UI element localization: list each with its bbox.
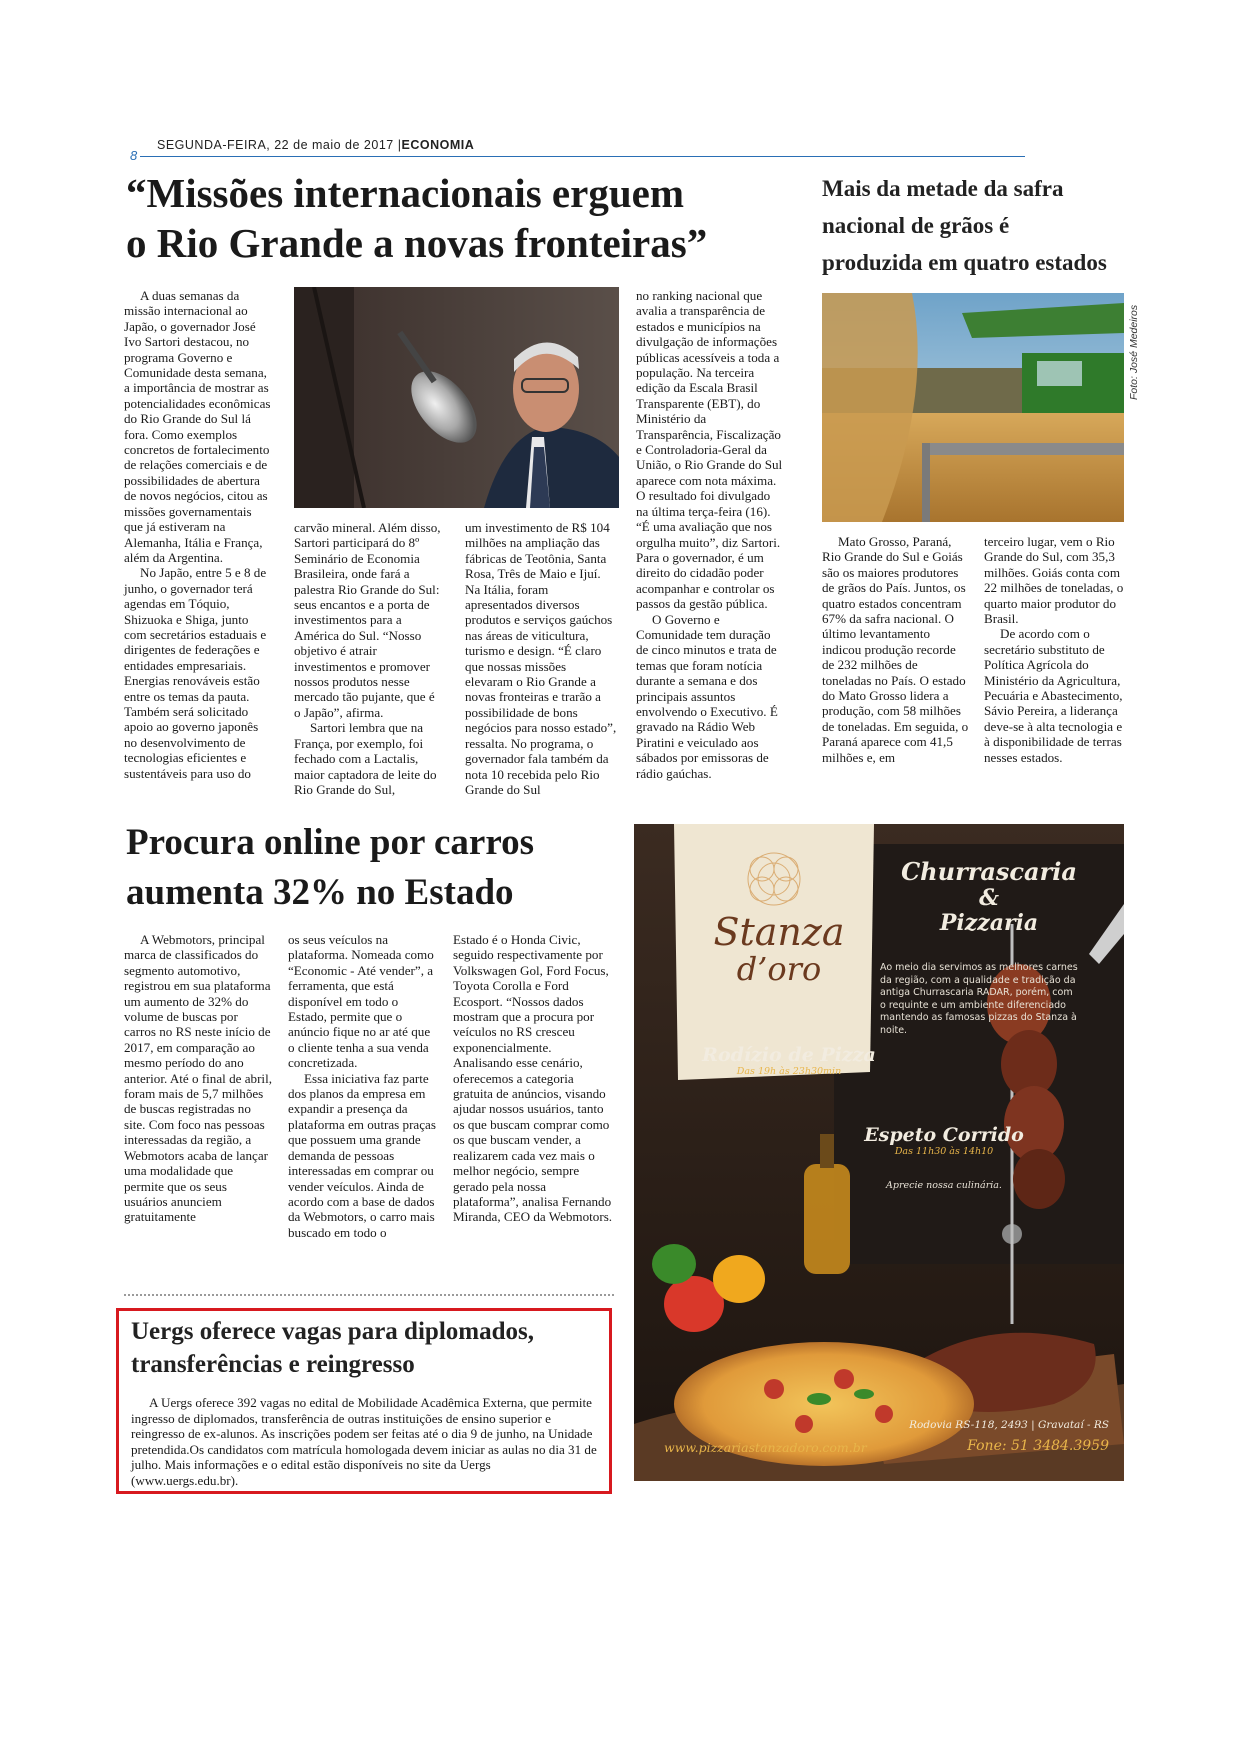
- article2-headline-line2: nacional de grãos é: [822, 213, 1010, 238]
- ad-brand: [704, 912, 854, 986]
- ad-rodizio: [694, 1044, 884, 1078]
- article1-col4-p1: no ranking nacional que avalia a transparência de estados e municípios na divulgação de informações públicas acessíveis a toda a população. Na terceira edição da Escala Brasil Transparente (EBT), do Ministério da Transparência, Fiscalização e Controladoria-Geral da União, o Rio Grande do Sul aparece com nota máxima. O resultado foi divulgado na última terça-feira (16). “É uma avaliação que nos orgulha muito”, diz Sartori. Para o governador, é um direito do cidadão poder acompanhar e controlar os passos da gestão pública.: [636, 288, 783, 612]
- article4-body: [131, 1395, 601, 1489]
- ad-website[interactable]: www.pizzariastanzadoro.com.br: [664, 1440, 867, 1455]
- article1-headline: [126, 168, 796, 268]
- ad-brand-line2: d’oro: [736, 950, 822, 988]
- article3-col2-p1: os seus veículos na plataforma. Nomeada como “Economic - Até vender”, a ferramenta, que está disponível em todo o Estado, permite que o anúncio fique no ar até que o cliente tenha a sua venda concretizada.: [288, 932, 434, 1071]
- article3-headline-line2: aumenta 32% no Estado: [126, 872, 514, 913]
- article1-col2-p2: Sartori lembra que na França, por exemplo, foi fechado com a Lactalis, maior captadora de leite do Rio Grande do Sul,: [294, 720, 437, 797]
- article2-headline: [822, 170, 1142, 281]
- article4-headline-line1: Uergs oferece vagas para diplomados,: [131, 1318, 534, 1345]
- article3-col2-p2: Essa iniciativa faz parte dos planos da empresa em expandir a presença da plataforma em outras praças que possuem uma grande demanda de pessoas interessadas em comprar ou vender veículos. Ainda de acordo com a base de dados da Webmotors, o carro mais buscado em todo o: [288, 1070, 436, 1240]
- article2-headline-line1: Mais da metade da safra: [822, 176, 1064, 201]
- ad-espeto-hours: Das 11h30 às 14h10: [894, 1146, 994, 1157]
- article1-col1-p2: No Japão, entre 5 e 8 de junho, o governador terá agendas em Tóquio, Shizuoka e Shiga, junto com secretários estaduais e dirigentes de federações e entidades empresariais. Energias renováveis estão entre os temas da pauta. Também será solicitado apoio ao governo japonês no desenvolvimento de tecnologias eficientes e sustentáveis para uso do: [124, 565, 267, 781]
- section-divider: |: [397, 138, 402, 152]
- article2-col2-p1: terceiro lugar, vem o Rio Grande do Sul, com 35,3 milhões. Goiás conta com 22 milhões de toneladas, o quarto maior produtor do Brasil.: [984, 534, 1124, 627]
- article3-col3-p1: Estado é o Honda Civic, seguido respectivamente por Volkswagen Gol, Ford Focus, Toyota Corolla e Ford Ecosport. “Nossos dados mostram que a procura por veículos no RS cresceu exponencialmente. Analisando esse cenário, oferecemos a categoria gratuita de anúncios, visando ajudar nossos usuários, tanto os que buscam comprar como os que buscam vender, a realizarem cada vez mais o melhor negócio, sempre gerado pela nossa plataforma”, analisa Fernando Miranda, CEO da Webmotors.: [453, 932, 613, 1225]
- header-rule: [140, 156, 1025, 157]
- ad-title-amp: &: [979, 885, 999, 911]
- article3-headline-line1: Procura online por carros: [126, 822, 534, 863]
- section-divider-dots: [124, 1294, 614, 1296]
- issue-date: SEGUNDA-FEIRA, 22 de maio de 2017: [157, 138, 394, 152]
- ad-rodizio-hours: Das 19h às 23h30min: [736, 1066, 842, 1077]
- article1-col1: [124, 288, 272, 781]
- article1-headline-line2: o Rio Grande a novas fronteiras”: [126, 220, 708, 266]
- article3-col2: [288, 932, 436, 1240]
- ad-espeto-title: Espeto Corrido: [864, 1124, 1024, 1146]
- article3-col1-p1: A Webmotors, principal marca de classificados do segmento automotivo, registrou em sua plataforma um aumento de 32% do volume de buscas por carros no RS neste início de 2017, em comparação ao mesmo período do ano anterior. Até o final de abril, foram mais de 5,7 milhões de buscas registradas no site. Com foco nas pessoas interessadas da região, a Webmotors acaba de lançar uma modalidade que permite que os seus usuários anunciem gratuitamente: [124, 932, 272, 1225]
- restaurant-ad: [634, 824, 1124, 1481]
- article1-col2-p1: carvão mineral. Além disso, Sartori participará do 8º Seminário de Economia Brasileira, onde fará a palestra Rio Grande do Sul: seus encantos e a porta de investimentos para a América do Sul. “Nosso objetivo é atrair investimentos e promover nossos produtos nesse mercado tão pujante, que é o Japão”, afirma.: [294, 520, 441, 720]
- article3-col1: [124, 932, 272, 1225]
- photo-credit: Foto: José Medeiros: [1128, 304, 1140, 400]
- ad-rodizio-title: Rodízio de Pizza: [702, 1044, 876, 1066]
- ad-phone: Fone: 51 3484.3959: [967, 1438, 1109, 1454]
- harvester-photo: [822, 293, 1124, 522]
- ad-address: Rodovia RS-118, 2493 | Gravataí - RS: [909, 1419, 1109, 1431]
- ad-title-line2: Pizzaria: [939, 910, 1039, 936]
- ad-title-line1: Churrascaria: [901, 857, 1077, 886]
- dateline: [157, 138, 474, 152]
- article1-col4: [636, 288, 784, 781]
- article1-col3-p1: um investimento de R$ 104 milhões na ampliação das fábricas de Teotônia, Santa Rosa, Três de Maio e Ijuí. Na Itália, foram apresentados diversos produtos e serviços gaúchos nas áreas de viticultura, turismo e design. “É claro que nossas missões elevaram o Rio Grande a novas fronteiras e trarão a possibilidade de bons negócios para nosso estado”, ressalta. No programa, o governador fala também da nota 10 recebida pelo Rio Grande do Sul: [465, 520, 617, 797]
- article2-col2-p2: De acordo com o secretário substituto de Política Agrícola do Ministério da Agricultura, Pecuária e Abastecimento, Sávio Pereira, a liderança deve-se à alta tecnologia e à disponibilidade de terras nesses estados.: [984, 626, 1123, 765]
- article1-col3: [465, 520, 617, 797]
- article1-col1-p1: A duas semanas da missão internacional ao Japão, o governador José Ivo Sartori destacou, no programa Governo e Comunidade desta semana, a importância de mostrar as potencialidades econômicas do Rio Grande do Sul lá fora. Como exemplos concretos de fortalecimento de relações comerciais e de possibilidades de abertura de novos negócios, citou as missões governamentais que já estiveram na Alemanha, Itália e França, além da Argentina.: [124, 288, 271, 565]
- section-name: ECONOMIA: [401, 138, 475, 152]
- uergs-box: [116, 1308, 612, 1494]
- article2-col1-p1: Mato Grosso, Paraná, Rio Grande do Sul e Goiás são os maiores produtores de grãos do País. Juntos, os quatro estados concentram 67% da safra nacional. O último levantamento indicou produção recorde de 232 milhões de toneladas no País. O estado do Mato Grosso lidera a produção, com 58 milhões de toneladas. Em seguida, o Paraná aparece com 41,5 milhões e, em: [822, 534, 969, 765]
- ad-slogan: Aprecie nossa culinária.: [886, 1180, 1002, 1191]
- ad-description: Ao meio dia servimos as melhores carnes da região, com a qualidade e tradição da antiga Churrascaria RADAR, porém, com o requinte e um ambiente diferenciado mantendo as famosas pizzas do Stanza à noite.: [880, 962, 1078, 1036]
- article3-col3: [453, 932, 613, 1225]
- article3-headline: [126, 818, 616, 918]
- article4-headline-line2: transferências e reingresso: [131, 1351, 415, 1378]
- governor-photo: [294, 287, 619, 508]
- article4-text: A Uergs oferece 392 vagas no edital de Mobilidade Acadêmica Externa, que permite ingresso de diplomados, transferência de outras instituições de ensino superior e reingresso de ex-alunos. As inscrições podem ser feitas até o dia 9 de junho, na Unidade pretendida.Os candidatos com matrícula homologada devem iniciar as aulas no dia 31 de julho. Mais informações e o edital estão disponíveis no site da Uergs (www.uergs.edu.br).: [131, 1395, 597, 1488]
- article1-col2: [294, 520, 442, 797]
- ad-espeto: [854, 1124, 1034, 1158]
- article2-headline-line3: produzida em quatro estados: [822, 250, 1107, 275]
- ad-title: [874, 858, 1104, 936]
- article2-col2: [984, 534, 1126, 765]
- article1-headline-line1: “Missões internacionais erguem: [126, 170, 684, 216]
- article1-col4-p2: O Governo e Comunidade tem duração de cinco minutos e trata de temas que foram notícia durante a semana e dos principais assuntos envolvendo o Executivo. É gravado na Rádio Web Piratini e veiculado aos sábados por emissoras de rádio gaúchas.: [636, 611, 778, 781]
- article2-col1: [822, 534, 970, 765]
- page-number: 8: [130, 148, 138, 163]
- ad-brand-line1: Stanza: [713, 910, 845, 954]
- article4-headline: [131, 1315, 601, 1381]
